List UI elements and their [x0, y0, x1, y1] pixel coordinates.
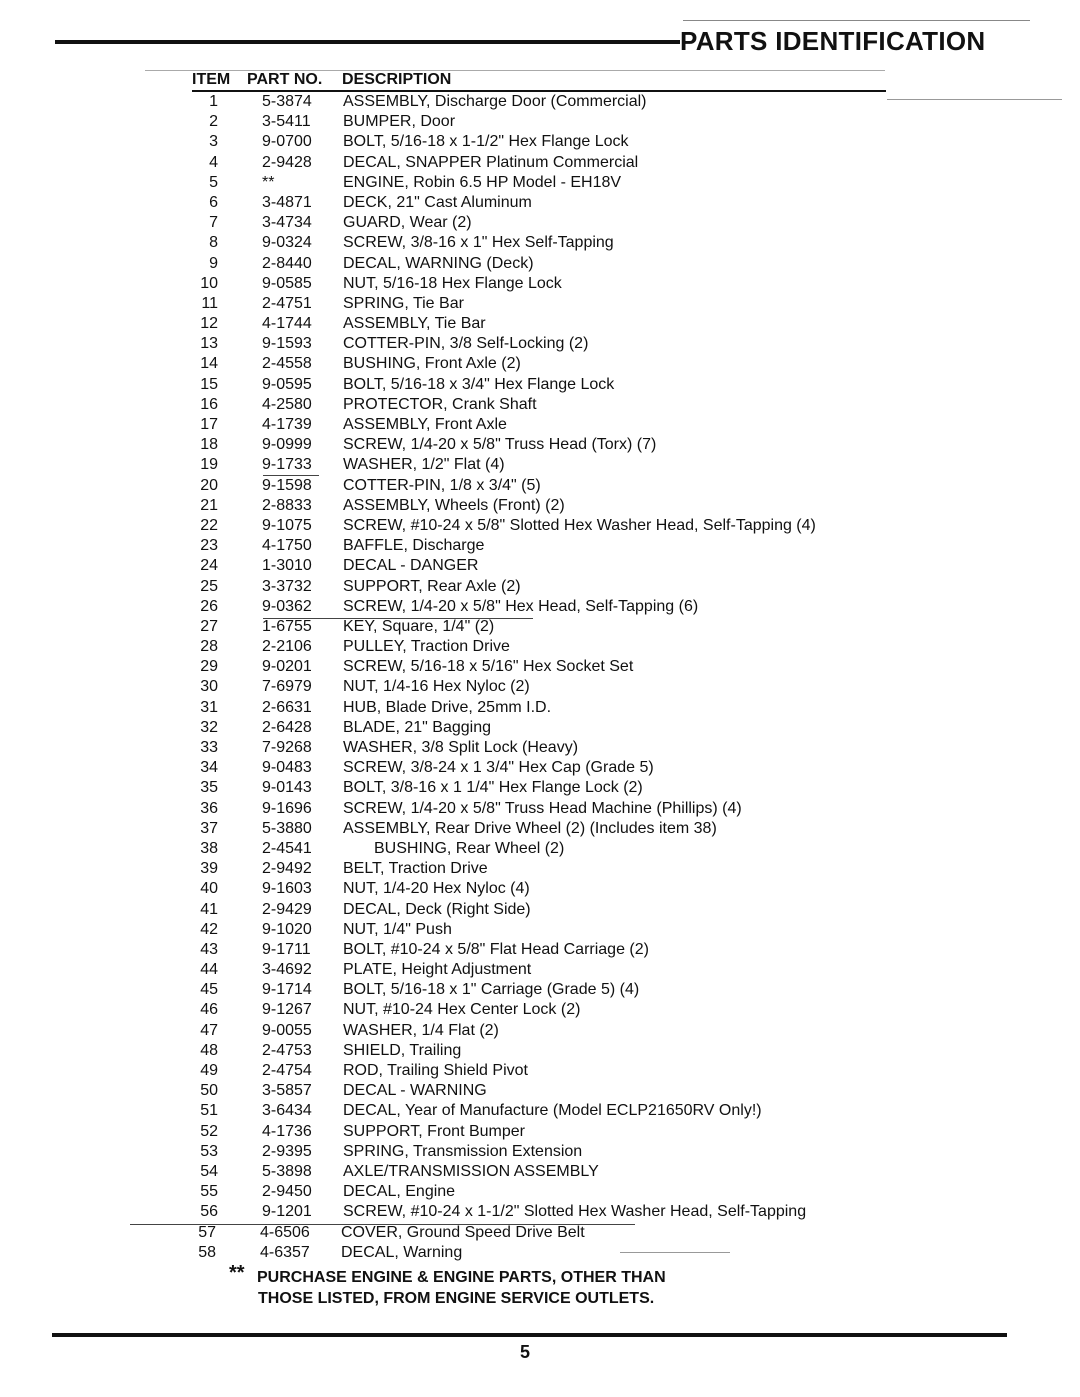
part-number: 9-1020: [262, 920, 312, 938]
table-row: [0, 556, 1080, 576]
part-description: ASSEMBLY, Front Axle: [343, 416, 507, 433]
part-number: 4-1750: [262, 537, 312, 555]
part-description: WASHER, 1/2" Flat (4): [343, 456, 505, 474]
part-description: SHIELD, Trailing: [343, 1041, 462, 1059]
item-number: 1: [209, 93, 218, 110]
part-description: DECAL - DANGER: [343, 557, 479, 575]
table-row: [0, 839, 1080, 859]
item-number: 8: [209, 234, 218, 252]
table-row: [0, 819, 1080, 839]
part-number: 9-0700: [262, 133, 312, 151]
part-description: ASSEMBLY, Discharge Door (Commercial): [343, 93, 647, 110]
part-description: SCREW, #10-24 x 1-1/2" Slotted Hex Washer Head, Self-Tapping: [343, 1203, 807, 1221]
part-description: ASSEMBLY, Tie Bar: [343, 315, 486, 333]
table-row: [0, 879, 1080, 899]
part-description: SCREW, #10-24 x 5/8" Slotted Hex Washer Head, Self-Tapping (4): [343, 516, 816, 534]
part-number: 2-8833: [262, 496, 312, 514]
bottom-rule: [52, 1333, 1007, 1337]
part-description: ENGINE, Robin 6.5 HP Model - EH18V: [343, 173, 622, 191]
table-row: [0, 213, 1080, 233]
item-number: 12: [200, 315, 218, 333]
part-number: 9-0362: [262, 597, 312, 615]
part-description: BELT, Traction Drive: [343, 860, 488, 878]
item-number: 31: [200, 698, 218, 716]
item-number: 54: [200, 1162, 218, 1180]
item-number: 57: [198, 1223, 216, 1241]
underline-mark: [130, 1224, 635, 1225]
part-number: 4-1744: [262, 315, 312, 333]
part-description: WASHER, 3/8 Split Lock (Heavy): [343, 739, 579, 756]
item-number: 45: [200, 981, 218, 999]
part-number: 3-6434: [262, 1102, 312, 1120]
part-number: 9-1733: [262, 456, 312, 474]
item-number: 7: [209, 214, 218, 232]
item-number: 27: [200, 617, 218, 635]
table-row: [0, 738, 1080, 758]
part-description: DECAL, WARNING (Deck): [343, 254, 534, 272]
item-number: 33: [200, 739, 218, 756]
item-number: 56: [200, 1203, 218, 1221]
table-row: [0, 799, 1080, 819]
part-number: 2-2106: [262, 638, 312, 656]
header-item: ITEM: [192, 71, 231, 88]
part-description: ROD, Trailing Shield Pivot: [343, 1062, 528, 1079]
item-number: 11: [201, 294, 218, 312]
part-description: DECAL, SNAPPER Platinum Commercial: [343, 153, 639, 171]
item-number: 9: [209, 254, 218, 272]
item-number: 25: [200, 577, 218, 595]
part-description: DECAL, Deck (Right Side): [343, 900, 531, 918]
part-description: BOLT, 5/16-18 x 1" Carriage (Grade 5) (4): [343, 981, 640, 999]
part-description: NUT, 1/4" Push: [343, 920, 452, 938]
item-number: 36: [200, 799, 218, 817]
part-description: WASHER, 1/4 Flat (2): [343, 1021, 499, 1039]
table-row: [0, 1101, 1080, 1121]
part-number: 9-1714: [262, 981, 312, 999]
table-row: [0, 577, 1080, 597]
part-description: BUSHING, Rear Wheel (2): [374, 839, 565, 857]
part-number: 2-4754: [262, 1062, 312, 1079]
table-row: [0, 314, 1080, 334]
part-number: **: [262, 173, 275, 191]
table-row: [0, 415, 1080, 435]
table-row: [0, 657, 1080, 677]
table-row: [0, 1182, 1080, 1202]
table-row: [0, 900, 1080, 920]
part-number: 9-0324: [262, 234, 312, 252]
part-number: 9-0585: [262, 274, 312, 292]
part-number: 2-4751: [262, 294, 312, 312]
part-description: DECAL, Year of Manufacture (Model ECLP21650RV Only!): [343, 1102, 762, 1120]
table-row: [0, 698, 1080, 718]
table-row: [0, 597, 1080, 617]
part-description: DECK, 21" Cast Aluminum: [343, 193, 532, 211]
table-row: [0, 960, 1080, 980]
item-number: 24: [200, 557, 218, 575]
item-number: 50: [200, 1082, 218, 1100]
part-description: SCREW, 5/16-18 x 5/16" Hex Socket Set: [343, 658, 634, 676]
part-description: ASSEMBLY, Wheels (Front) (2): [343, 496, 565, 514]
header-part-no: PART NO.: [247, 71, 323, 88]
table-row: [0, 1041, 1080, 1061]
table-row: [0, 1162, 1080, 1182]
item-number: 40: [200, 880, 218, 898]
underline-mark: [620, 1252, 730, 1253]
part-description: BOLT, 5/16-18 x 1-1/2" Hex Flange Lock: [343, 133, 629, 151]
table-row: [0, 274, 1080, 294]
item-number: 18: [200, 436, 218, 454]
part-description: DECAL - WARNING: [343, 1082, 487, 1100]
part-number: 9-1603: [262, 880, 312, 898]
item-number: 22: [200, 516, 218, 534]
item-number: 10: [200, 274, 218, 292]
part-number: 9-1593: [262, 335, 312, 353]
item-number: 47: [200, 1021, 218, 1039]
part-description: DECAL, Engine: [343, 1183, 456, 1201]
table-row: [0, 516, 1080, 536]
part-number: 2-9492: [262, 860, 312, 878]
part-number: 9-0999: [262, 436, 312, 454]
table-row: [0, 193, 1080, 213]
item-number: 19: [200, 456, 218, 474]
table-row: [0, 617, 1080, 637]
part-number: 5-3880: [262, 819, 312, 837]
item-number: 15: [200, 375, 218, 393]
item-number: 49: [200, 1062, 218, 1079]
item-number: 46: [200, 1001, 218, 1019]
item-number: 44: [200, 961, 218, 979]
item-number: 51: [200, 1102, 218, 1120]
part-number: 7-9268: [262, 739, 312, 756]
part-description: COTTER-PIN, 3/8 Self-Locking (2): [343, 335, 589, 353]
part-number: 9-0143: [262, 779, 312, 797]
part-number: 3-4871: [262, 193, 312, 211]
part-description: BOLT, 3/8-16 x 1 1/4" Hex Flange Lock (2): [343, 779, 643, 797]
page-number: 5: [520, 1342, 531, 1362]
item-number: 14: [200, 355, 218, 373]
table-row: [0, 395, 1080, 415]
part-description: COTTER-PIN, 1/8 x 3/4" (5): [343, 476, 541, 494]
underline-mark: [263, 475, 319, 476]
table-row: [0, 132, 1080, 152]
table-row: [0, 233, 1080, 253]
part-description: COVER, Ground Speed Drive Belt: [341, 1223, 585, 1241]
part-number: 9-1201: [262, 1203, 312, 1221]
part-description: HUB, Blade Drive, 25mm I.D.: [343, 698, 552, 716]
part-description: ASSEMBLY, Rear Drive Wheel (2) (Includes item 38): [343, 819, 717, 837]
part-description: BOLT, 5/16-18 x 3/4" Hex Flange Lock: [343, 375, 615, 393]
part-description: SCREW, 3/8-24 x 1 3/4" Hex Cap (Grade 5): [343, 759, 654, 777]
table-row: [0, 1021, 1080, 1041]
item-number: 41: [200, 900, 218, 918]
part-description: SUPPORT, Rear Axle (2): [343, 577, 521, 595]
part-description: PROTECTOR, Crank Shaft: [343, 395, 537, 413]
item-number: 23: [200, 537, 218, 555]
parts-list: [0, 92, 1080, 1263]
table-row: [0, 153, 1080, 173]
item-number: 34: [200, 759, 218, 777]
part-description: NUT, 1/4-20 Hex Nyloc (4): [343, 880, 530, 898]
part-description: SCREW, 1/4-20 x 5/8" Hex Head, Self-Tapping (6): [343, 597, 699, 615]
part-description: PLATE, Height Adjustment: [343, 961, 532, 979]
table-row: [0, 778, 1080, 798]
table-row: [0, 859, 1080, 879]
part-description: SCREW, 3/8-16 x 1" Hex Self-Tapping: [343, 234, 614, 252]
item-number: 28: [200, 638, 218, 656]
part-description: GUARD, Wear (2): [343, 214, 472, 232]
footnote-line-1: PURCHASE ENGINE & ENGINE PARTS, OTHER THAN: [257, 1269, 666, 1286]
part-number: 2-4753: [262, 1041, 312, 1059]
table-row: [0, 435, 1080, 455]
table-row: [0, 536, 1080, 556]
table-row: [0, 758, 1080, 778]
table-row: [0, 92, 1080, 112]
table-row: [0, 1081, 1080, 1101]
item-number: 4: [209, 153, 218, 171]
part-description: KEY, Square, 1/4" (2): [343, 617, 495, 635]
table-row: [0, 637, 1080, 657]
table-row: [0, 173, 1080, 193]
part-description: BUSHING, Front Axle (2): [343, 355, 521, 373]
item-number: 58: [198, 1243, 216, 1261]
part-number: 2-4558: [262, 355, 312, 373]
part-number: 9-1696: [262, 799, 312, 817]
item-number: 5: [209, 173, 218, 191]
part-number: 2-6631: [262, 698, 312, 716]
item-number: 13: [200, 335, 218, 353]
table-row: [0, 940, 1080, 960]
part-number: 3-4734: [262, 214, 312, 232]
item-number: 26: [200, 597, 218, 615]
part-number: 2-9428: [262, 153, 312, 171]
part-description: SUPPORT, Front Bumper: [343, 1122, 525, 1140]
footnote-line-2: THOSE LISTED, FROM ENGINE SERVICE OUTLETS.: [258, 1290, 655, 1307]
part-number: 5-3898: [262, 1162, 312, 1180]
part-number: 9-0595: [262, 375, 312, 393]
item-number: 21: [200, 496, 218, 514]
item-number: 17: [200, 416, 218, 433]
title-rule: [55, 40, 680, 44]
item-number: 3: [209, 133, 218, 151]
part-number: 2-9395: [262, 1142, 312, 1160]
table-row: [0, 677, 1080, 697]
table-row: [0, 718, 1080, 738]
footnote-asterisks: **: [229, 1262, 245, 1284]
table-row: [0, 476, 1080, 496]
part-number: 9-1267: [262, 1001, 312, 1019]
item-number: 42: [200, 920, 218, 938]
part-number: 4-2580: [262, 395, 312, 413]
part-description: BOLT, #10-24 x 5/8" Flat Head Carriage (2): [343, 940, 649, 958]
part-description: NUT, 5/16-18 Hex Flange Lock: [343, 274, 562, 292]
item-number: 29: [200, 658, 218, 676]
top-thin-rule: [683, 20, 1030, 21]
part-description: BLADE, 21" Bagging: [343, 718, 491, 736]
part-number: 3-5857: [262, 1082, 312, 1100]
item-number: 2: [209, 113, 218, 131]
table-row: [0, 354, 1080, 374]
table-row: [0, 1142, 1080, 1162]
part-number: 9-1075: [262, 516, 312, 534]
part-number: 9-0055: [262, 1021, 312, 1039]
item-number: 30: [200, 678, 218, 696]
part-number: 4-6506: [260, 1223, 310, 1241]
item-number: 39: [200, 860, 218, 878]
part-number: 3-5411: [262, 113, 311, 131]
part-description: SPRING, Transmission Extension: [343, 1142, 583, 1160]
item-number: 55: [200, 1183, 218, 1201]
table-row: [0, 1000, 1080, 1020]
part-number: 5-3874: [262, 93, 312, 110]
part-number: 1-3010: [262, 557, 312, 575]
part-description: BAFFLE, Discharge: [343, 537, 485, 555]
part-description: DECAL, Warning: [341, 1243, 463, 1261]
part-number: 9-1598: [262, 476, 312, 494]
item-number: 52: [200, 1122, 218, 1140]
item-number: 32: [200, 718, 218, 736]
part-number: 3-4692: [262, 961, 312, 979]
item-number: 37: [200, 819, 218, 837]
part-description: SCREW, 1/4-20 x 5/8" Truss Head Machine (Phillips) (4): [343, 799, 742, 817]
part-description: AXLE/TRANSMISSION ASSEMBLY: [343, 1162, 599, 1180]
table-row: [0, 455, 1080, 475]
table-row: [0, 920, 1080, 940]
table-row: [0, 375, 1080, 395]
table-row: [0, 294, 1080, 314]
part-description: BUMPER, Door: [343, 113, 456, 131]
table-row: [0, 334, 1080, 354]
part-number: 3-3732: [262, 577, 312, 595]
item-number: 53: [200, 1142, 218, 1160]
table-row: [0, 1243, 1080, 1263]
part-number: 2-9450: [262, 1183, 312, 1201]
part-number: 2-9429: [262, 900, 312, 918]
part-number: 7-6979: [262, 678, 312, 696]
table-row: [0, 112, 1080, 132]
part-number: 1-6755: [262, 617, 312, 635]
table-row: [0, 1122, 1080, 1142]
table-row: [0, 496, 1080, 516]
table-row: [0, 254, 1080, 274]
item-number: 38: [200, 839, 218, 857]
item-number: 20: [200, 476, 218, 494]
part-description: NUT, #10-24 Hex Center Lock (2): [343, 1001, 581, 1019]
part-number: 4-1736: [262, 1122, 312, 1140]
part-number: 2-8440: [262, 254, 312, 272]
part-description: PULLEY, Traction Drive: [343, 638, 510, 656]
part-number: 4-1739: [262, 416, 312, 433]
part-number: 9-0201: [262, 658, 312, 676]
item-number: 6: [209, 193, 218, 211]
part-number: 2-6428: [262, 718, 312, 736]
item-number: 48: [200, 1041, 218, 1059]
item-number: 16: [200, 395, 218, 413]
table-row: [0, 1223, 1080, 1243]
part-number: 4-6357: [260, 1243, 310, 1261]
header-description: DESCRIPTION: [342, 71, 452, 88]
part-number: 9-0483: [262, 759, 312, 777]
part-description: NUT, 1/4-16 Hex Nyloc (2): [343, 678, 530, 696]
part-number: 2-4541: [262, 839, 312, 857]
page-title: PARTS IDENTIFICATION: [680, 26, 986, 56]
part-number: 9-1711: [262, 940, 311, 958]
part-description: SCREW, 1/4-20 x 5/8" Truss Head (Torx) (7): [343, 436, 657, 454]
underline-mark: [263, 618, 533, 619]
item-number: 43: [200, 940, 218, 958]
item-number: 35: [200, 779, 218, 797]
table-row: [0, 980, 1080, 1000]
table-row: [0, 1202, 1080, 1222]
part-description: SPRING, Tie Bar: [343, 294, 464, 312]
table-row: [0, 1061, 1080, 1081]
